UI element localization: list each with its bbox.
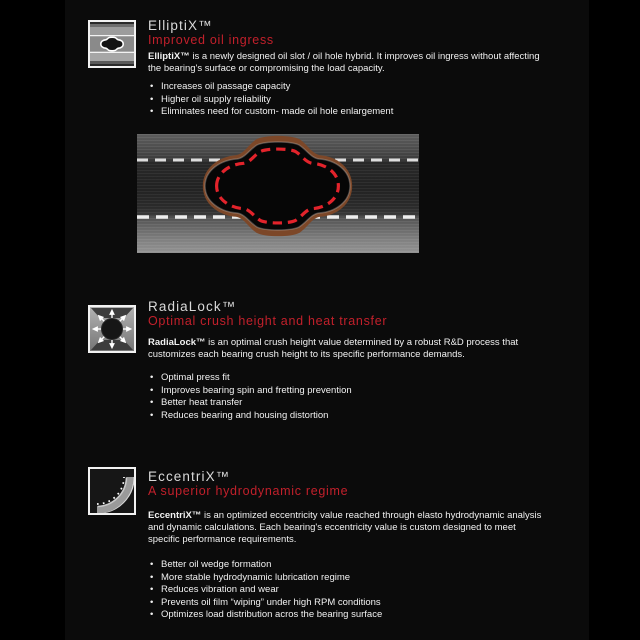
feature-title: ElliptiX™ bbox=[148, 18, 213, 33]
bullet-item: • Prevents oil film “wiping” under high RPM conditions bbox=[148, 597, 548, 610]
bullet-item: • Reduces vibration and wear bbox=[148, 584, 548, 597]
feature-bullets bbox=[148, 559, 548, 622]
feature-intro-text: is a newly designed oil slot / oil hole hybrid. It improves oil ingress without affecting the bearing's surface or compromising the load capacity. bbox=[148, 51, 540, 74]
eccentrix-bearing-arc-icon bbox=[88, 467, 136, 515]
bullet-item: • Optimizes load distribution acros the bearing surface bbox=[148, 609, 548, 622]
feature-bullets bbox=[148, 81, 548, 119]
bullet-item: • Eliminates need for custom- made oil hole enlargement bbox=[148, 106, 548, 119]
feature-intro bbox=[148, 510, 546, 546]
section-header bbox=[148, 299, 387, 328]
radialock-radial-pressure-icon bbox=[88, 305, 136, 353]
feature-intro-lead: ElliptiX™ bbox=[148, 51, 190, 62]
feature-subtitle: Improved oil ingress bbox=[148, 33, 274, 47]
bullet-item: • Reduces bearing and housing distortion bbox=[148, 410, 548, 423]
feature-intro-lead: EccentriX™ bbox=[148, 510, 202, 521]
feature-subtitle: A superior hydrodynamic regime bbox=[148, 484, 349, 498]
feature-bullets bbox=[148, 372, 548, 422]
feature-intro bbox=[148, 51, 546, 75]
bullet-item: • Better oil wedge formation bbox=[148, 559, 548, 572]
bullet-item: • Increases oil passage capacity bbox=[148, 81, 548, 94]
bullet-item: • Better heat transfer bbox=[148, 397, 548, 410]
bullet-item: • Improves bearing spin and fretting prevention bbox=[148, 385, 548, 398]
feature-intro-lead: RadiaLock™ bbox=[148, 337, 206, 348]
bullet-item: • More stable hydrodynamic lubrication regime bbox=[148, 572, 548, 585]
section-radialock bbox=[65, 299, 589, 449]
feature-intro-text: is an optimal crush height value determined by a robust R&D process that customizes each bearing crush height to its specific performance demands. bbox=[148, 337, 519, 360]
feature-intro bbox=[148, 337, 546, 361]
section-header bbox=[148, 469, 348, 498]
feature-intro-text: is an optimized eccentricity value reached through elasto hydrodynamic analysis and dynamic calculations. Each bearing's eccentricity value is custom designed to meet specific performance requirements. bbox=[148, 510, 542, 545]
feature-title: EccentriX™ bbox=[148, 469, 231, 484]
content-panel bbox=[65, 0, 589, 640]
section-header bbox=[148, 18, 274, 47]
section-eccentrix bbox=[65, 469, 589, 639]
bullet-item: • Optimal press fit bbox=[148, 372, 548, 385]
bearing-oil-slot-photo bbox=[137, 134, 419, 253]
feature-subtitle: Optimal crush height and heat transfer bbox=[148, 314, 388, 328]
bullet-item: • Higher oil supply reliability bbox=[148, 94, 548, 107]
feature-title: RadiaLock™ bbox=[148, 299, 237, 314]
elliptix-oil-slot-icon bbox=[88, 20, 136, 68]
